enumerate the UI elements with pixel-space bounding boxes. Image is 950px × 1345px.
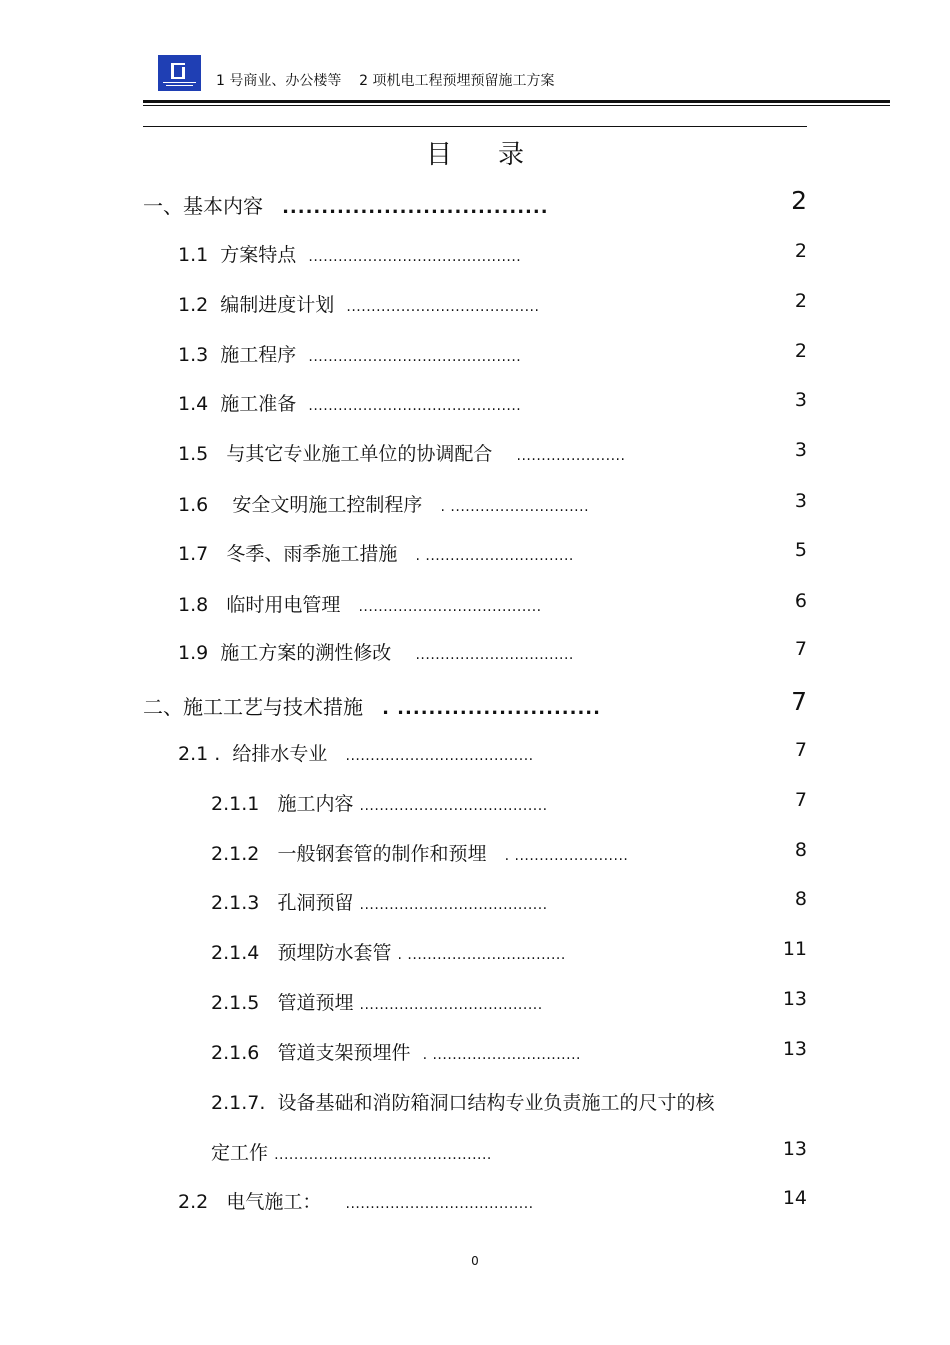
toc-entry-dots: ...................................... [359,798,548,814]
toc-entry-label: 1.8 临时用电管理 [178,594,341,616]
toc-entry-page: 8 [794,839,807,861]
toc-entry-dots: .................................. [282,197,549,218]
toc-entry-page: 14 [782,1187,807,1209]
toc-entry-page: 2 [794,240,807,262]
toc-entry[interactable] [178,590,542,617]
toc-entry-dots: ........................................... [308,249,522,265]
toc-entry-dots: . ....................... [504,848,629,864]
toc-entry-label: 1.5 与其它专业施工单位的协调配合 [178,443,493,465]
toc-entry[interactable] [178,739,534,766]
toc-entry-page: 3 [794,439,807,461]
toc-entry-label: 1.9 施工方案的溯性修改 [178,642,392,664]
toc-entry-label: 定工作 [211,1142,269,1164]
toc-entry-label: 1.6 安全文明施工控制程序 [178,494,423,516]
toc-entry-page: 7 [794,739,807,761]
toc-entry-page: 7 [794,638,807,660]
toc-entry[interactable] [211,789,548,816]
toc-entry-dots: ...................................... [345,748,534,764]
toc-entry-label: 一、基本内容 [143,194,263,218]
toc-entry-page: 5 [794,539,807,561]
toc-entry-dots: ........................................... [308,398,522,414]
toc-entry[interactable] [143,190,549,219]
toc-entry-page: 2 [791,186,807,215]
toc-entry-dots: ..................................... [359,997,543,1013]
toc-entry-page: 7 [794,789,807,811]
toc-entry[interactable] [211,938,566,965]
toc-entry-label: 1.3 施工程序 [178,344,297,366]
toc-entry[interactable] [178,439,625,466]
toc-entry-dots: ...................... [516,448,626,464]
toc-entry-dots: . .............................. [415,548,574,564]
toc-entry[interactable] [211,1038,581,1065]
toc-entry-label: 2.1.2 一般钢套管的制作和预埋 [211,843,487,865]
toc-entry[interactable] [178,290,539,317]
toc-entry-label: 2.1.5 管道预埋 [211,992,354,1014]
toc-entry-dots: ..................................... [358,599,542,615]
toc-entry-page: 8 [794,888,807,910]
toc-entry-label: 2.1.1 施工内容 [211,793,354,815]
page-number: 0 [471,1254,479,1268]
toc-entry-dots: ...................................... [359,897,548,913]
toc-entry-page: 7 [791,687,807,716]
header-rule-thick [143,100,890,103]
toc-entry-label: 2.1 . 给排水专业 [178,743,328,765]
toc-entry-dots: ...................................... [345,1196,534,1212]
toc-entry[interactable] [211,1088,714,1115]
toc-title: 目录 [425,140,570,170]
toc-entry-dots: . .............................. [422,1047,581,1063]
toc-entry-page: 13 [782,1138,807,1160]
toc-entry-page: 3 [794,490,807,512]
toc-entry-page: 13 [782,988,807,1010]
toc-entry-page: 2 [794,340,807,362]
toc-entry[interactable] [178,539,574,566]
header-rule-thin [143,105,890,106]
toc-entry-label: 1.4 施工准备 [178,393,297,415]
toc-entry-label: 2.1.6 管道支架预埋件 [211,1042,411,1064]
toc-entry-dots: ................................ [415,647,574,663]
toc-entry-dots: ....................................... [346,299,540,315]
toc-entry-label: 2.2 电气施工： [178,1191,322,1213]
toc-entry-page: 11 [782,938,807,960]
toc-entry[interactable] [211,988,543,1015]
toc-entry[interactable] [178,638,574,665]
toc-entry-label: 1.7 冬季、雨季施工措施 [178,543,398,565]
toc-entry[interactable] [178,240,521,267]
toc-entry-dots: . ............................ [440,499,590,515]
toc-entry-page: 13 [782,1038,807,1060]
toc-entry-continued[interactable] [211,1138,492,1165]
toc-entry-page: 3 [794,389,807,411]
toc-entry[interactable] [178,340,521,367]
toc-entry-dots: ........................................... [308,349,522,365]
toc-entry[interactable] [143,691,601,720]
toc-entry[interactable] [178,490,589,517]
toc-entry[interactable] [178,389,521,416]
toc-entry-label: 2.1.3 孔洞预留 [211,892,354,914]
toc-entry-dots: . .......................... [382,698,601,719]
toc-entry[interactable] [211,888,548,915]
toc-entry[interactable] [211,839,628,866]
toc-entry-dots: . ................................ [397,947,566,963]
toc-entry-label: 2.1.7. 设备基础和消防箱洞口结构专业负责施工的尺寸的核 [211,1092,715,1114]
toc-entry-label: 二、施工工艺与技术措施 [143,695,363,719]
toc-entry-page: 2 [794,290,807,312]
company-logo [158,55,201,91]
toc-entry-label: 1.1 方案特点 [178,244,297,266]
toc-entry-dots: ............................................ [274,1147,492,1163]
toc-entry-page: 6 [794,590,807,612]
toc-entry-label: 2.1.4 预埋防水套管 [211,942,392,964]
toc-entry-label: 1.2 编制进度计划 [178,294,335,316]
toc-entry[interactable] [178,1187,534,1214]
toc-top-rule [143,126,807,127]
header-title: 1 号商业、办公楼等 2 项机电工程预埋预留施工方案 [216,73,555,89]
